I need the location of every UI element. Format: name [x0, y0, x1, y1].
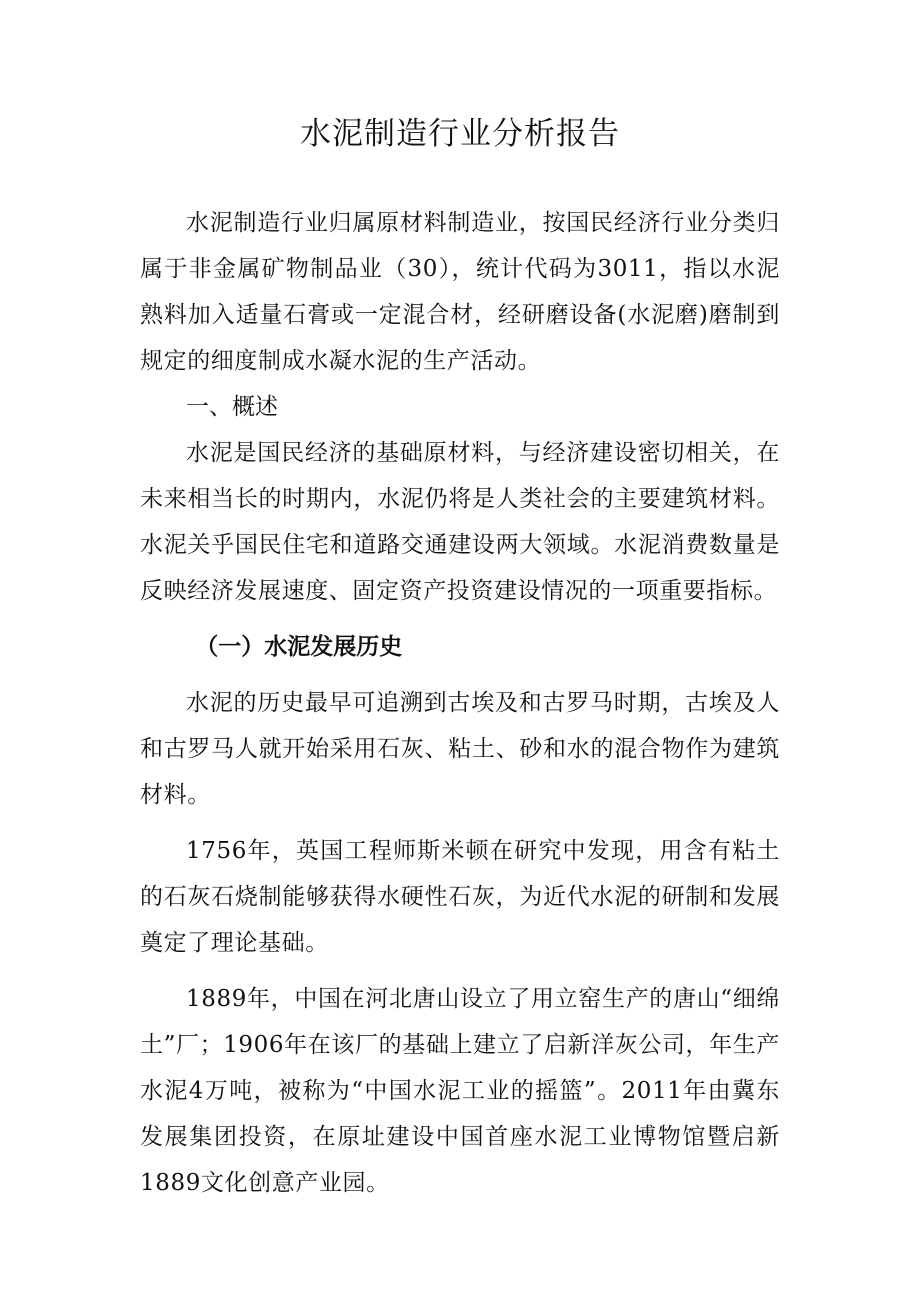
overview-paragraph: 水泥是国民经济的基础原材料，与经济建设密切相关，在未来相当长的时期内，水泥仍将是人类社会的主要建筑材料。水泥关乎国民住宅和道路交通建设两大领域。水泥消费数量是反映经济发展速度、固定资产投资建设情况的一项重要指标。: [140, 440, 780, 604]
spacer: [140, 818, 780, 828]
history-paragraph-3: 1889年，中国在河北唐山设立了用立窑生产的唐山“细绵土”厂；1906年在该厂的基础上建立了启新洋灰公司，年生产水泥4万吨，被称为“中国水泥工业的摇篮”。2011年由冀东发展集团投资，在原址建设中国首座水泥工业博物馆暨启新1889文化创意产业园。: [140, 986, 780, 1196]
document-body: [140, 200, 780, 1206]
spacer: [140, 614, 780, 624]
subsection-heading-history: （一）水泥发展历史: [195, 634, 403, 660]
section-heading-overview: 一、概述: [186, 394, 278, 420]
spacer: [140, 670, 780, 680]
history-paragraph-2: 1756年，英国工程师斯米顿在研究中发现，用含有粘土的石灰石烧制能够获得水硬性石灰，为近代水泥的研制和发展奠定了理论基础。: [140, 838, 780, 956]
document-title: 水泥制造行业分析报告: [300, 116, 620, 152]
spacer: [140, 966, 780, 976]
intro-paragraph: 水泥制造行业归属原材料制造业，按国民经济行业分类归属于非金属矿物制品业（30），统计代码为3011，指以水泥熟料加入适量石膏或一定混合材，经研磨设备(水泥磨)磨制到规定的细度制成水凝水泥的生产活动。: [140, 210, 780, 374]
history-paragraph-1: 水泥的历史最早可追溯到古埃及和古罗马时期，古埃及人和古罗马人就开始采用石灰、粘土、砂和水的混合物作为建筑材料。: [140, 690, 780, 808]
